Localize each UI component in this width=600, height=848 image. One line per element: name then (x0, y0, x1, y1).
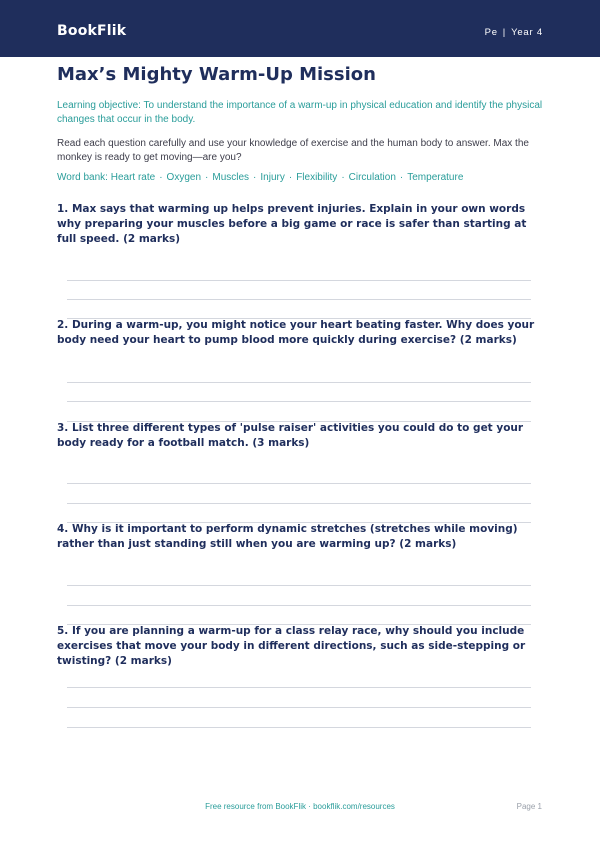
question-4: 4. Why is it important to perform dynamic stretches (stretches while moving) rather than just standing still when you are warming up? (2 marks) (57, 523, 518, 550)
answer-line[interactable] (67, 503, 531, 504)
answer-line[interactable] (67, 382, 531, 383)
question-1: 1. Max says that warming up helps prevent injuries. Explain in your own words why preparing your muscles before a big game or race is safer than starting at full speed. (2 marks) (57, 203, 527, 245)
header-bar (0, 0, 600, 57)
answer-line[interactable] (67, 585, 531, 586)
year-label: Year 4 (511, 27, 543, 38)
question-2: 2. During a warm-up, you might notice your heart beating faster. Why does your body need your heart to pump blood more quickly during exercise? (2 marks) (57, 319, 535, 346)
footer-text: Free resource from BookFlik · bookflik.com/resources (205, 802, 395, 811)
question-5: 5. If you are planning a warm-up for a class relay race, why should you include exercises that move your body in different directions, such as side-stepping or twisting? (2 marks) (57, 625, 526, 667)
word-bank-word: Oxygen (166, 172, 202, 183)
answer-line[interactable] (67, 605, 531, 606)
answer-line[interactable] (67, 483, 531, 484)
answer-line[interactable] (67, 727, 531, 728)
word-bank-word: Temperature (407, 172, 464, 183)
word-bank-word: Circulation (348, 172, 396, 183)
word-bank: Word bank: Heart rate · Oxygen · Muscles · Injury · Flexibility · Circulation · Temperature (57, 172, 464, 183)
answer-line[interactable] (67, 280, 531, 281)
word-bank-label: Word bank: (57, 172, 108, 183)
intro-text: Read each question carefully and use your knowledge of exercise and the human body to answer. Max the monkey is ready to get moving—are you? (57, 138, 529, 163)
question-3: 3. List three different types of 'pulse raiser' activities you could do to get your body ready for a football match. (3 marks) (57, 422, 524, 449)
subject-year-label (485, 27, 543, 38)
subject-label: Pe (484, 27, 498, 38)
answer-line[interactable] (67, 401, 531, 402)
word-bank-word: Injury (260, 172, 285, 183)
word-bank-word: Flexibility (296, 172, 338, 183)
page-number: Page 1 (516, 802, 542, 811)
meta-separator: | (502, 27, 507, 38)
answer-line[interactable] (67, 707, 531, 708)
word-bank-word: Heart rate (110, 172, 156, 183)
answer-line[interactable] (67, 687, 531, 688)
brand-logo: BookFlik (57, 23, 127, 39)
word-bank-word: Muscles (212, 172, 250, 183)
learning-objective: Learning objective: To understand the importance of a warm-up in physical education and identify the physical changes that occur in the body. (57, 100, 543, 125)
page-title: Max’s Mighty Warm-Up Mission (57, 64, 376, 85)
answer-line[interactable] (67, 299, 531, 300)
